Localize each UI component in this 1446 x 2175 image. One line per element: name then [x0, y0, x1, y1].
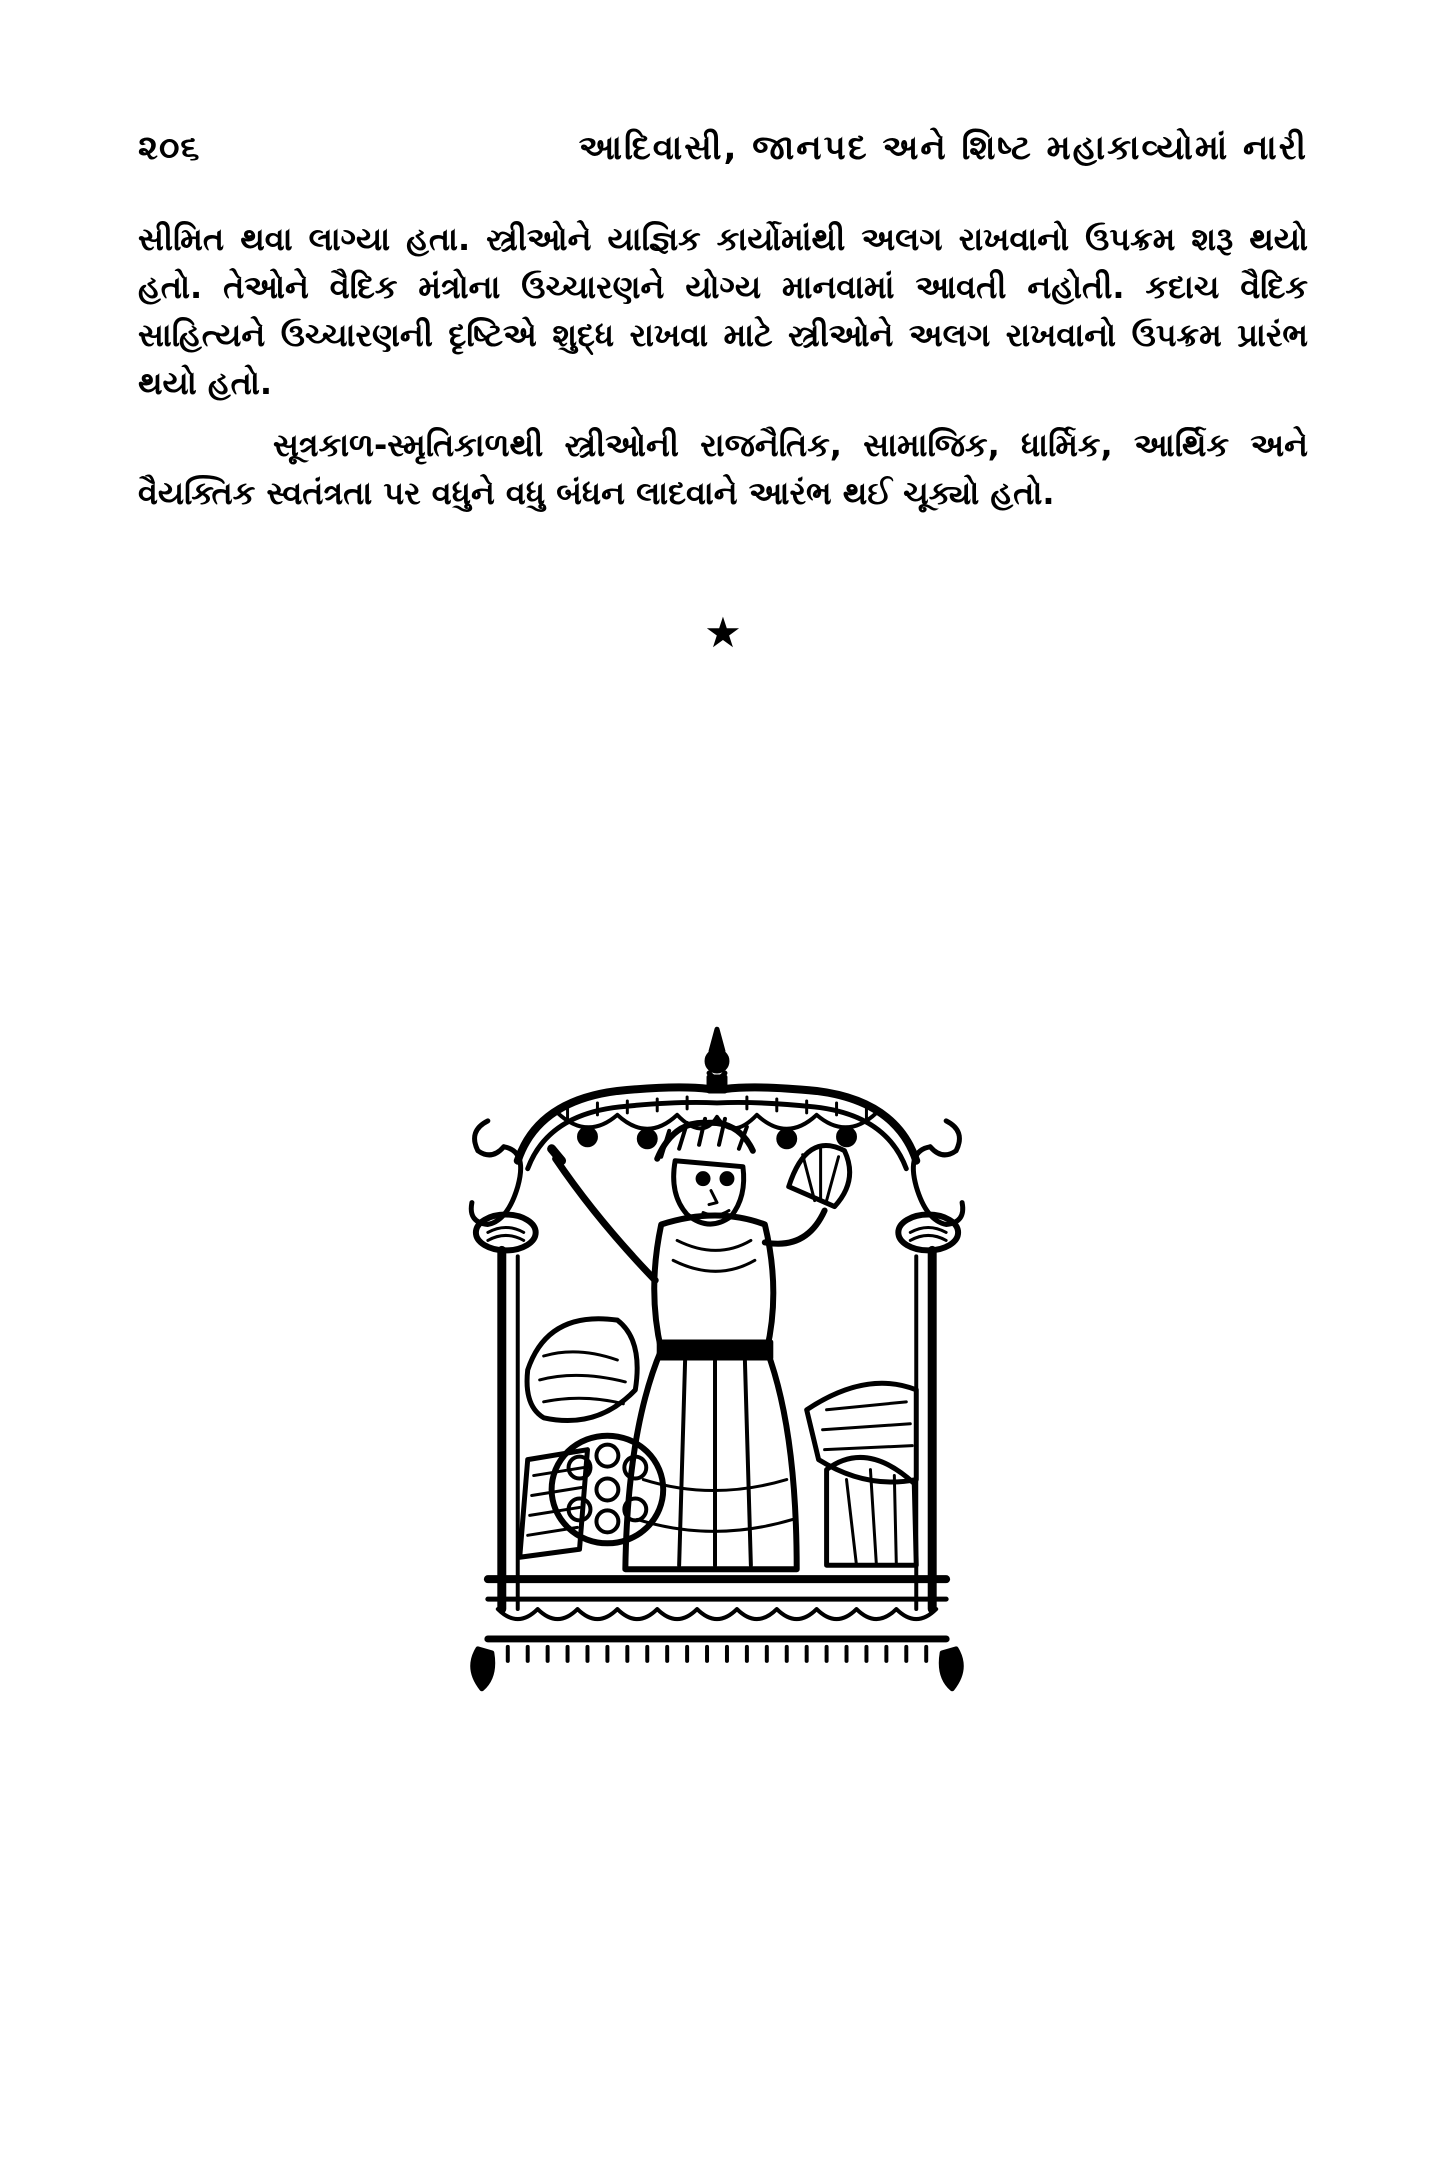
right-peacock-post [898, 1121, 962, 1609]
paragraph-1: સીમિત થવા લાગ્યા હતા. સ્ત્રીઓને યાજ્ઞિક કાર્યોમાંથી અલગ રાખવાનો ઉપક્રમ શરૂ થયો હતો. તેઓને વૈદિક મંત્રોના ઉચ્ચારણને યોગ્ય માનવામાં આવતી નહોતી. કદાચ વૈદિક સાહિત્યને ઉચ્ચારણની દૃષ્ટિએ શુદ્ધ રાખવા માટે સ્ત્રીઓને અલગ રાખવાનો ઉપક્રમ પ્રારંભ થયો હતો. [138, 220, 1308, 402]
throne-base [473, 1579, 961, 1689]
right-bolster [807, 1383, 917, 1565]
left-peacock-post [471, 1121, 535, 1609]
page-number: ૨૦૬ [138, 128, 201, 168]
section-star-icon: ★ [704, 608, 742, 657]
canopy-arch [518, 1087, 917, 1168]
canopy-finial [707, 1029, 727, 1091]
enthroned-figure-illustration [448, 1010, 986, 1700]
seated-figure [552, 1119, 850, 1569]
running-title: આદિવાસી, જાનપદ અને શિષ્ટ મહાકાવ્યોમાં નારી [578, 128, 1308, 168]
paragraph-2: સૂત્રકાળ-સ્મૃતિકાળથી સ્ત્રીઓની રાજનૈતિક, સામાજિક, ધાર્મિક, આર્થિક અને વૈયક્તિક સ્વતંત્રતા પર વધુને વધુ બંધન લાદવાને આરંભ થઈ ચૂક્યો હતો. [138, 426, 1308, 512]
body-text [138, 215, 1308, 517]
